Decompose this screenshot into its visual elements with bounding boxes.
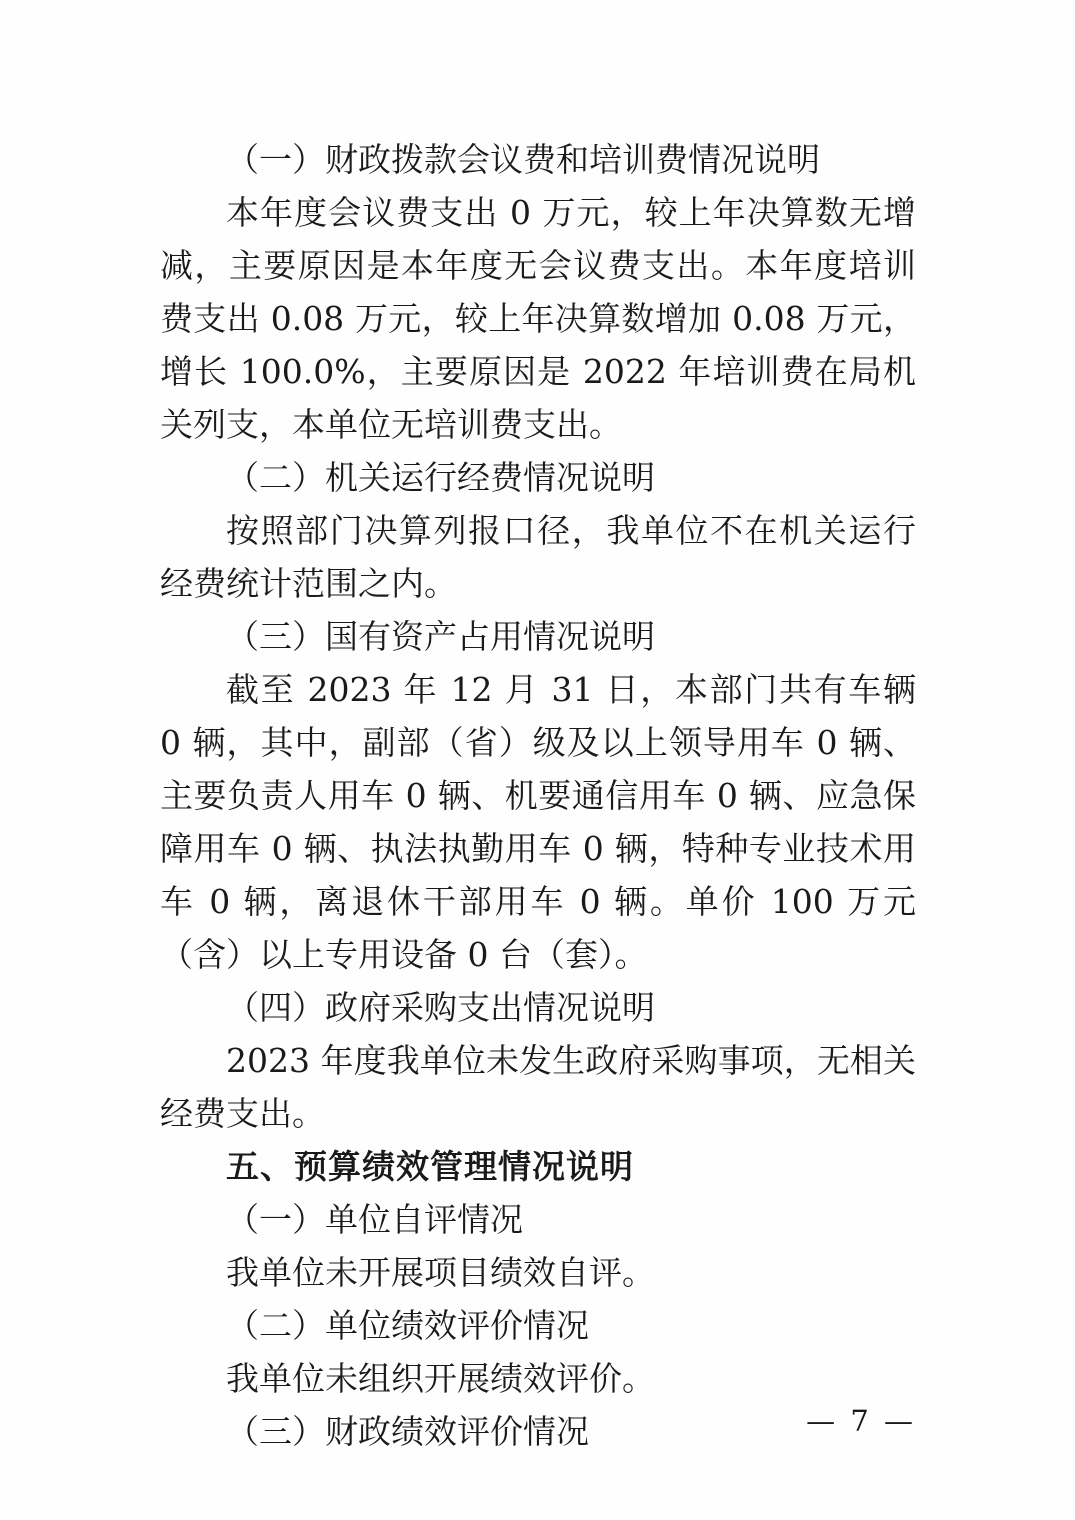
- paragraph-meeting-training-fees-detail: 本年度会议费支出 0 万元，较上年决算数无增减，主要原因是本年度无会议费支出。本年度培训费支出 0.08 万元，较上年决算数增加 0.08 万元，增长 100.0%，主要原因是 2022 年培训费在局机关列支，本单位无培训费支出。: [160, 193, 916, 444]
- section-heading-government-procurement: （四）政府采购支出情况说明: [226, 988, 655, 1027]
- section-heading-fiscal-performance-evaluation: （三）财政绩效评价情况: [226, 1412, 589, 1451]
- page-footer: [160, 1401, 916, 1441]
- paragraph-government-procurement-detail: 2023 年度我单位未发生政府采购事项，无相关经费支出。: [160, 1041, 916, 1133]
- section-heading-state-owned-assets: （三）国有资产占用情况说明: [226, 617, 655, 656]
- chapter-heading-budget-performance: 五、预算绩效管理情况说明: [226, 1147, 634, 1186]
- paragraph-unit-performance-evaluation-detail: 我单位未组织开展绩效评价。: [226, 1359, 655, 1398]
- document-content: [160, 133, 916, 1458]
- paragraph-agency-operating-expenses-detail: 按照部门决算列报口径，我单位不在机关运行经费统计范围之内。: [160, 511, 916, 603]
- paragraph-unit-self-evaluation-detail: 我单位未开展项目绩效自评。: [226, 1253, 655, 1292]
- section-heading-agency-operating-expenses: （二）机关运行经费情况说明: [226, 458, 655, 497]
- section-heading-unit-performance-evaluation: （二）单位绩效评价情况: [226, 1306, 589, 1345]
- paragraph-state-owned-assets-detail: 截至 2023 年 12 月 31 日，本部门共有车辆 0 辆，其中，副部（省）级及以上领导用车 0 辆、主要负责人用车 0 辆、机要通信用车 0 辆、应急保障用车 0 辆、执法执勤用车 0 辆，特种专业技术用车 0 辆，离退休干部用车 0 辆。单价 100 万元（含）以上专用设备 0 台（套）。: [160, 670, 916, 974]
- page-number: — 7 —: [806, 1404, 916, 1438]
- section-heading-unit-self-evaluation: （一）单位自评情况: [226, 1200, 523, 1239]
- section-heading-fiscal-meeting-training-fees: （一）财政拨款会议费和培训费情况说明: [226, 140, 820, 179]
